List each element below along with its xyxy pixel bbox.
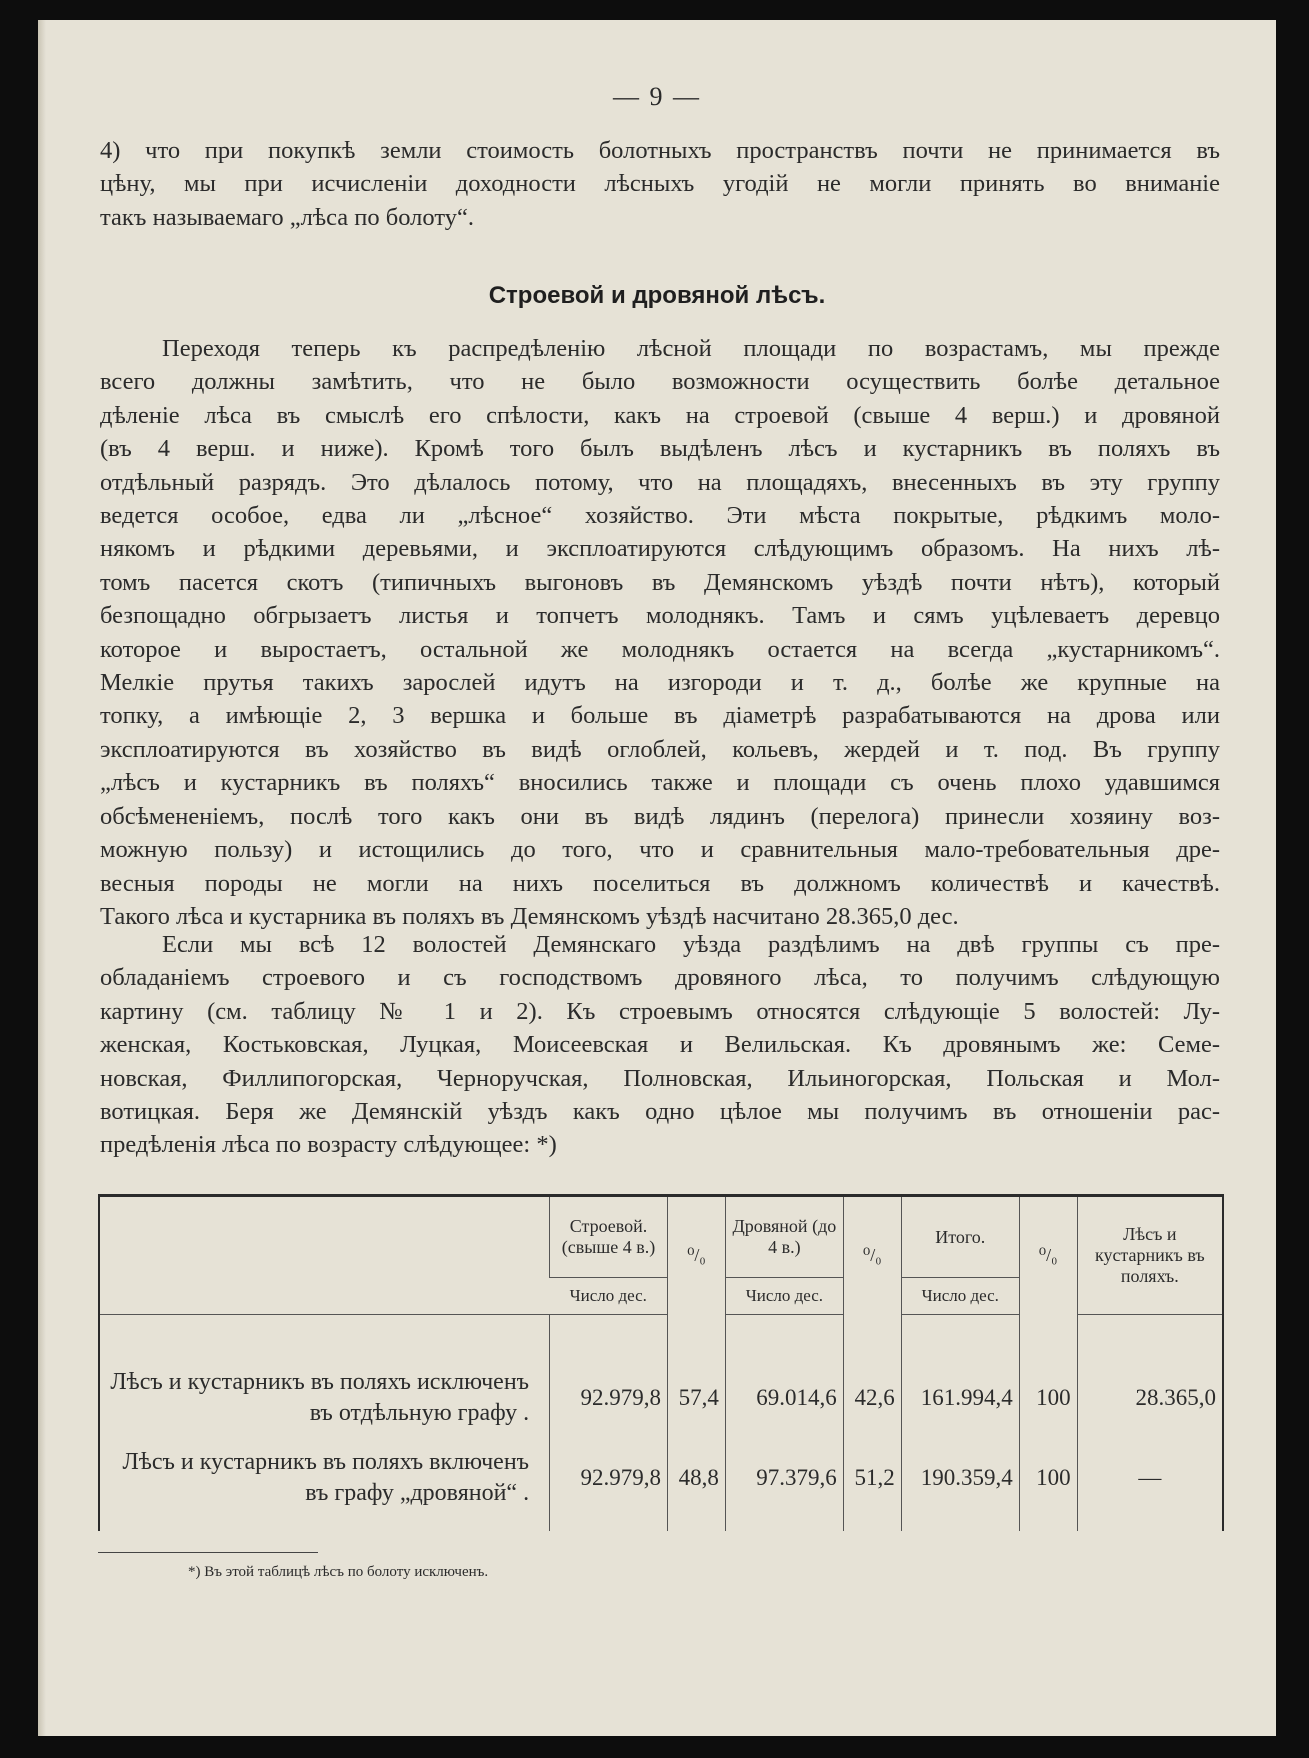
text-line: (въ 4 верш. и ниже). Кромѣ того былъ выдѣленъ лѣсъ и кустарникъ въ поляхъ въ	[100, 435, 1220, 463]
table-row	[99, 1431, 1223, 1531]
cell-stroevoi: 92.979,8	[550, 1315, 668, 1432]
document-page	[38, 20, 1276, 1736]
text-line: эксплоатируются въ хозяйство въ видѣ оглоблей, кольевъ, жердей и т. под. Въ группу	[100, 735, 1220, 763]
text-line: новская, Филлипогорская, Черноручская, Полновская, Ильиногорская, Польская и Мол-	[100, 1064, 1220, 1092]
text-line: можную пользу) и истощились до того, что и сравнительныя мало-требовательныя дре-	[100, 836, 1220, 864]
cell-itogo: 190.359,4	[901, 1431, 1019, 1531]
text-line: обладаніемъ строевого и съ господствомъ дровяного лѣса, то получимъ слѣдующую	[100, 964, 1220, 992]
text-line: которое и выростаетъ, остальной же молоднякъ остается на всегда „кустарникомъ“.	[100, 635, 1220, 663]
text-line: 4) что при покупкѣ земли стоимость болотныхъ пространствъ почти не принимается въ	[100, 137, 1220, 164]
header-chislo-des-drovyanoi: Число дес.	[725, 1278, 843, 1315]
page-spine-shadow	[38, 20, 46, 1736]
text-line: картину (см. таблицу № 1 и 2). Къ строевымъ относятся слѣдующіе 5 волостей: Лу-	[100, 997, 1220, 1025]
text-line: топку, а имѣющіе 2, 3 вершка и больше въ діаметрѣ разрабатываются на дрова или	[100, 702, 1220, 730]
text-line: отдѣльный разрядъ. Это дѣлалось потому, что на площадяхъ, внесенныхъ въ эту группу	[100, 468, 1220, 496]
header-itogo: Итого.	[901, 1196, 1019, 1278]
text-line: Мелкіе прутья такихъ зарослей идутъ на изгороди и т. д., болѣе же крупные на	[100, 669, 1220, 697]
cell-drovyanoi: 69.014,6	[725, 1315, 843, 1432]
text-line: Если мы всѣ 12 волостей Демянскаго уѣзда раздѣлимъ на двѣ группы съ пре-	[162, 931, 1220, 958]
cell-les-v-polyakh: 28.365,0	[1077, 1315, 1223, 1432]
header-drovyanoi-pct: ⁰/₀	[843, 1196, 901, 1315]
header-chislo-des-stroevoi: Число дес.	[550, 1278, 668, 1315]
header-itogo-pct: ⁰/₀	[1019, 1196, 1077, 1315]
text-line: Переходя теперь къ распредѣленію лѣсной площади по возрастамъ, мы прежде	[162, 335, 1220, 362]
intro-paragraph	[100, 134, 1220, 234]
text-line: цѣну, мы при исчисленіи доходности лѣсныхъ угодій не могли принять во вниманіе	[100, 170, 1220, 198]
text-line: весныя породы не могли на нихъ поселиться въ должномъ количествѣ и качествѣ.	[100, 869, 1220, 897]
cell-itogo-pct: 100	[1019, 1315, 1077, 1432]
paragraph-volosts	[100, 928, 1220, 1162]
cell-itogo-pct: 100	[1019, 1431, 1077, 1531]
cell-drovyanoi: 97.379,6	[725, 1431, 843, 1531]
header-les-v-polyakh: Лѣсъ и кустарникъ въ поляхъ.	[1077, 1196, 1223, 1315]
cell-stroevoi-pct: 48,8	[667, 1431, 725, 1531]
text-line: вотицкая. Беря же Демянскій уѣздъ какъ одно цѣлое мы получимъ въ отношеніи рас-	[100, 1098, 1220, 1126]
row-label: Лѣсъ и кустарникъ въ поляхъ включенъ въ графу „дровяной“ .	[122, 1449, 530, 1506]
row-label: Лѣсъ и кустарникъ въ поляхъ исключенъ въ отдѣльную графу .	[110, 1369, 530, 1426]
text-line: дѣленіе лѣса въ смыслѣ его спѣлости, какъ на строевой (свыше 4 верш.) и дровяной	[100, 401, 1220, 429]
cell-drovyanoi-pct: 51,2	[843, 1431, 901, 1531]
header-chislo-des-itogo: Число дес.	[901, 1278, 1019, 1315]
text-line: „лѣсъ и кустарникъ въ поляхъ“ вносились также и площади съ очень плохо удавшимся	[100, 769, 1220, 797]
text-line: Такого лѣса и кустарника въ поляхъ въ Демянскомъ уѣздѣ насчитано 28.365,0 дес.	[100, 902, 959, 930]
text-line: безпощадно обгрызаетъ листья и топчетъ молоднякъ. Тамъ и сямъ уцѣлеваетъ деревцо	[100, 602, 1220, 630]
text-line: ведется особое, едва ли „лѣсное“ хозяйство. Эти мѣста покрытые, рѣдкимъ моло-	[100, 502, 1220, 530]
table-header-blank	[99, 1196, 550, 1315]
text-line: предѣленія лѣса по возрасту слѣдующее: *)	[100, 1131, 557, 1159]
section-heading: Строевой и дровяной лѣсъ.	[488, 282, 826, 309]
text-line: всего должны замѣтить, что не было возможности осуществить болѣе детальное	[100, 368, 1220, 396]
header-stroevoi: Строевой. (свыше 4 в.)	[550, 1196, 668, 1278]
text-line: обсѣмененіемъ, послѣ того какъ они въ видѣ лядинъ (перелога) принесли хозяину воз-	[100, 802, 1220, 830]
text-line: томъ пасется скотъ (типичныхъ выгоновъ въ Демянскомъ уѣздѣ почти нѣтъ), который	[100, 568, 1220, 596]
text-line: такъ называемаго „лѣса по болоту“.	[100, 203, 474, 231]
table-row	[99, 1315, 1223, 1432]
header-stroevoi-pct: ⁰/₀	[667, 1196, 725, 1315]
footnote: *) Въ этой таблицѣ лѣсъ по болоту исключенъ.	[188, 1564, 489, 1580]
cell-drovyanoi-pct: 42,6	[843, 1315, 901, 1432]
cell-stroevoi-pct: 57,4	[667, 1315, 725, 1432]
footnote-rule	[98, 1552, 318, 1553]
cell-les-v-polyakh: —	[1077, 1431, 1223, 1531]
paragraph-distribution	[100, 332, 1220, 933]
text-line: женская, Костьковская, Луцкая, Моисеевская и Велильская. Къ дровянымъ же: Семе-	[100, 1031, 1220, 1059]
page-number: — 9 —	[613, 82, 701, 111]
text-line: някомъ и рѣдкими деревьями, и эксплоатируются слѣдующимъ образомъ. На нихъ лѣ-	[100, 535, 1220, 563]
header-drovyanoi: Дровяной (до 4 в.)	[725, 1196, 843, 1278]
cell-itogo: 161.994,4	[901, 1315, 1019, 1432]
forest-distribution-table	[98, 1194, 1224, 1531]
cell-stroevoi: 92.979,8	[550, 1431, 668, 1531]
